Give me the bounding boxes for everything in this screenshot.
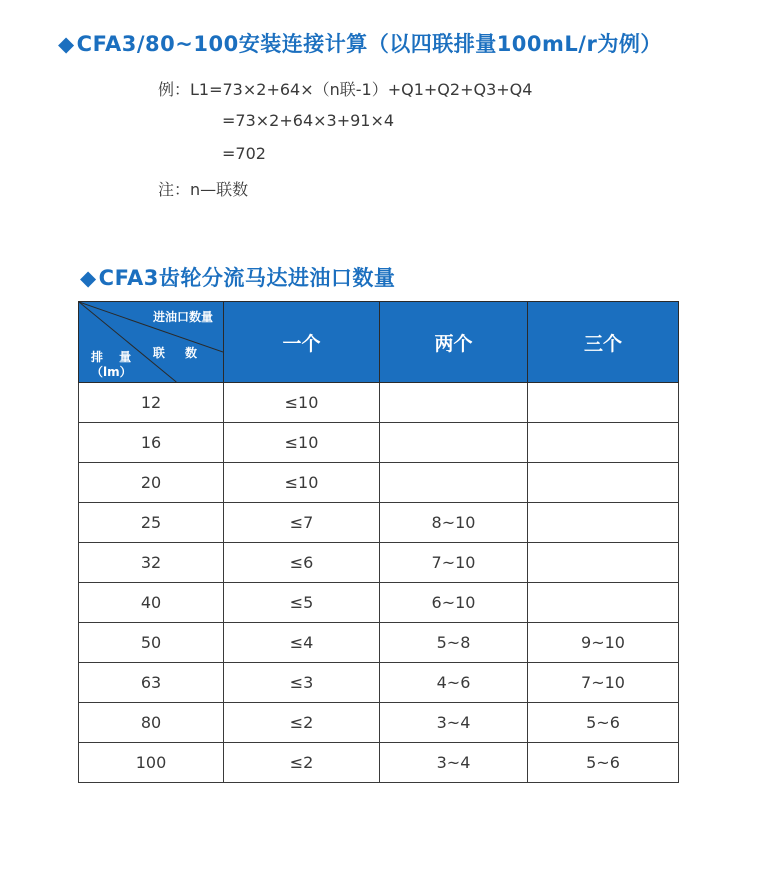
- cell-displacement: 40: [79, 583, 224, 623]
- cell-three-inlets: [528, 463, 679, 503]
- cell-one-inlet: ≤10: [224, 463, 380, 503]
- header-three-inlets: 三个: [528, 302, 679, 383]
- formula-note: 注：n—联数: [158, 180, 249, 199]
- inlet-count-table: [78, 301, 679, 783]
- cell-one-inlet: ≤6: [224, 543, 380, 583]
- table-row: [79, 423, 679, 463]
- cell-three-inlets: 5~6: [528, 703, 679, 743]
- cell-two-inlets: 4~6: [380, 663, 528, 703]
- cell-three-inlets: [528, 423, 679, 463]
- cell-three-inlets: 7~10: [528, 663, 679, 703]
- table-row: [79, 503, 679, 543]
- cell-three-inlets: [528, 583, 679, 623]
- cell-two-inlets: [380, 423, 528, 463]
- section-title-text: CFA3齿轮分流马达进油口数量: [98, 266, 396, 290]
- corner-label-units: 联 数: [152, 346, 205, 360]
- cell-one-inlet: ≤5: [224, 583, 380, 623]
- cell-displacement: 25: [79, 503, 224, 543]
- table-row: [79, 543, 679, 583]
- cell-two-inlets: [380, 383, 528, 423]
- section-title-text: CFA3/80~100安装连接计算（以四联排量100mL/r为例）: [76, 32, 662, 56]
- cell-displacement: 32: [79, 543, 224, 583]
- cell-displacement: 20: [79, 463, 224, 503]
- table-row: [79, 703, 679, 743]
- table-row: [79, 623, 679, 663]
- cell-two-inlets: 3~4: [380, 743, 528, 783]
- diamond-bullet-icon: ◆: [58, 32, 75, 56]
- cell-two-inlets: 7~10: [380, 543, 528, 583]
- cell-one-inlet: ≤10: [224, 383, 380, 423]
- cell-displacement: 12: [79, 383, 224, 423]
- table-row: [79, 663, 679, 703]
- corner-label-inlet-count: 进油口数量: [152, 310, 213, 324]
- formula-line-1: 例：L1=73×2+64×（n联-1）+Q1+Q2+Q3+Q4: [158, 80, 533, 99]
- table-corner-header: [79, 302, 224, 383]
- cell-one-inlet: ≤10: [224, 423, 380, 463]
- cell-one-inlet: ≤7: [224, 503, 380, 543]
- cell-one-inlet: ≤2: [224, 703, 380, 743]
- cell-displacement: 80: [79, 703, 224, 743]
- cell-displacement: 100: [79, 743, 224, 783]
- cell-three-inlets: 9~10: [528, 623, 679, 663]
- cell-two-inlets: 3~4: [380, 703, 528, 743]
- cell-displacement: 16: [79, 423, 224, 463]
- cell-one-inlet: ≤3: [224, 663, 380, 703]
- cell-three-inlets: 5~6: [528, 743, 679, 783]
- formula-line-2: =73×2+64×3+91×4: [222, 111, 395, 130]
- section-title-installation: [58, 28, 662, 58]
- table-row: [79, 383, 679, 423]
- cell-two-inlets: 5~8: [380, 623, 528, 663]
- cell-one-inlet: ≤4: [224, 623, 380, 663]
- table-row: [79, 463, 679, 503]
- cell-displacement: 50: [79, 623, 224, 663]
- cell-three-inlets: [528, 543, 679, 583]
- cell-two-inlets: 6~10: [380, 583, 528, 623]
- table-row: [79, 743, 679, 783]
- cell-two-inlets: 8~10: [380, 503, 528, 543]
- corner-label-unit: （lm）: [91, 365, 132, 379]
- cell-one-inlet: ≤2: [224, 743, 380, 783]
- cell-displacement: 63: [79, 663, 224, 703]
- header-two-inlets: 两个: [380, 302, 528, 383]
- table-header-row: [79, 302, 679, 383]
- corner-label-displacement: 排 量: [91, 350, 138, 364]
- cell-three-inlets: [528, 503, 679, 543]
- table-row: [79, 583, 679, 623]
- diamond-bullet-icon: ◆: [80, 266, 97, 290]
- cell-two-inlets: [380, 463, 528, 503]
- formula-line-3: =702: [222, 144, 266, 163]
- header-one-inlet: 一个: [224, 302, 380, 383]
- cell-three-inlets: [528, 383, 679, 423]
- section-title-inlet-count: [80, 262, 395, 292]
